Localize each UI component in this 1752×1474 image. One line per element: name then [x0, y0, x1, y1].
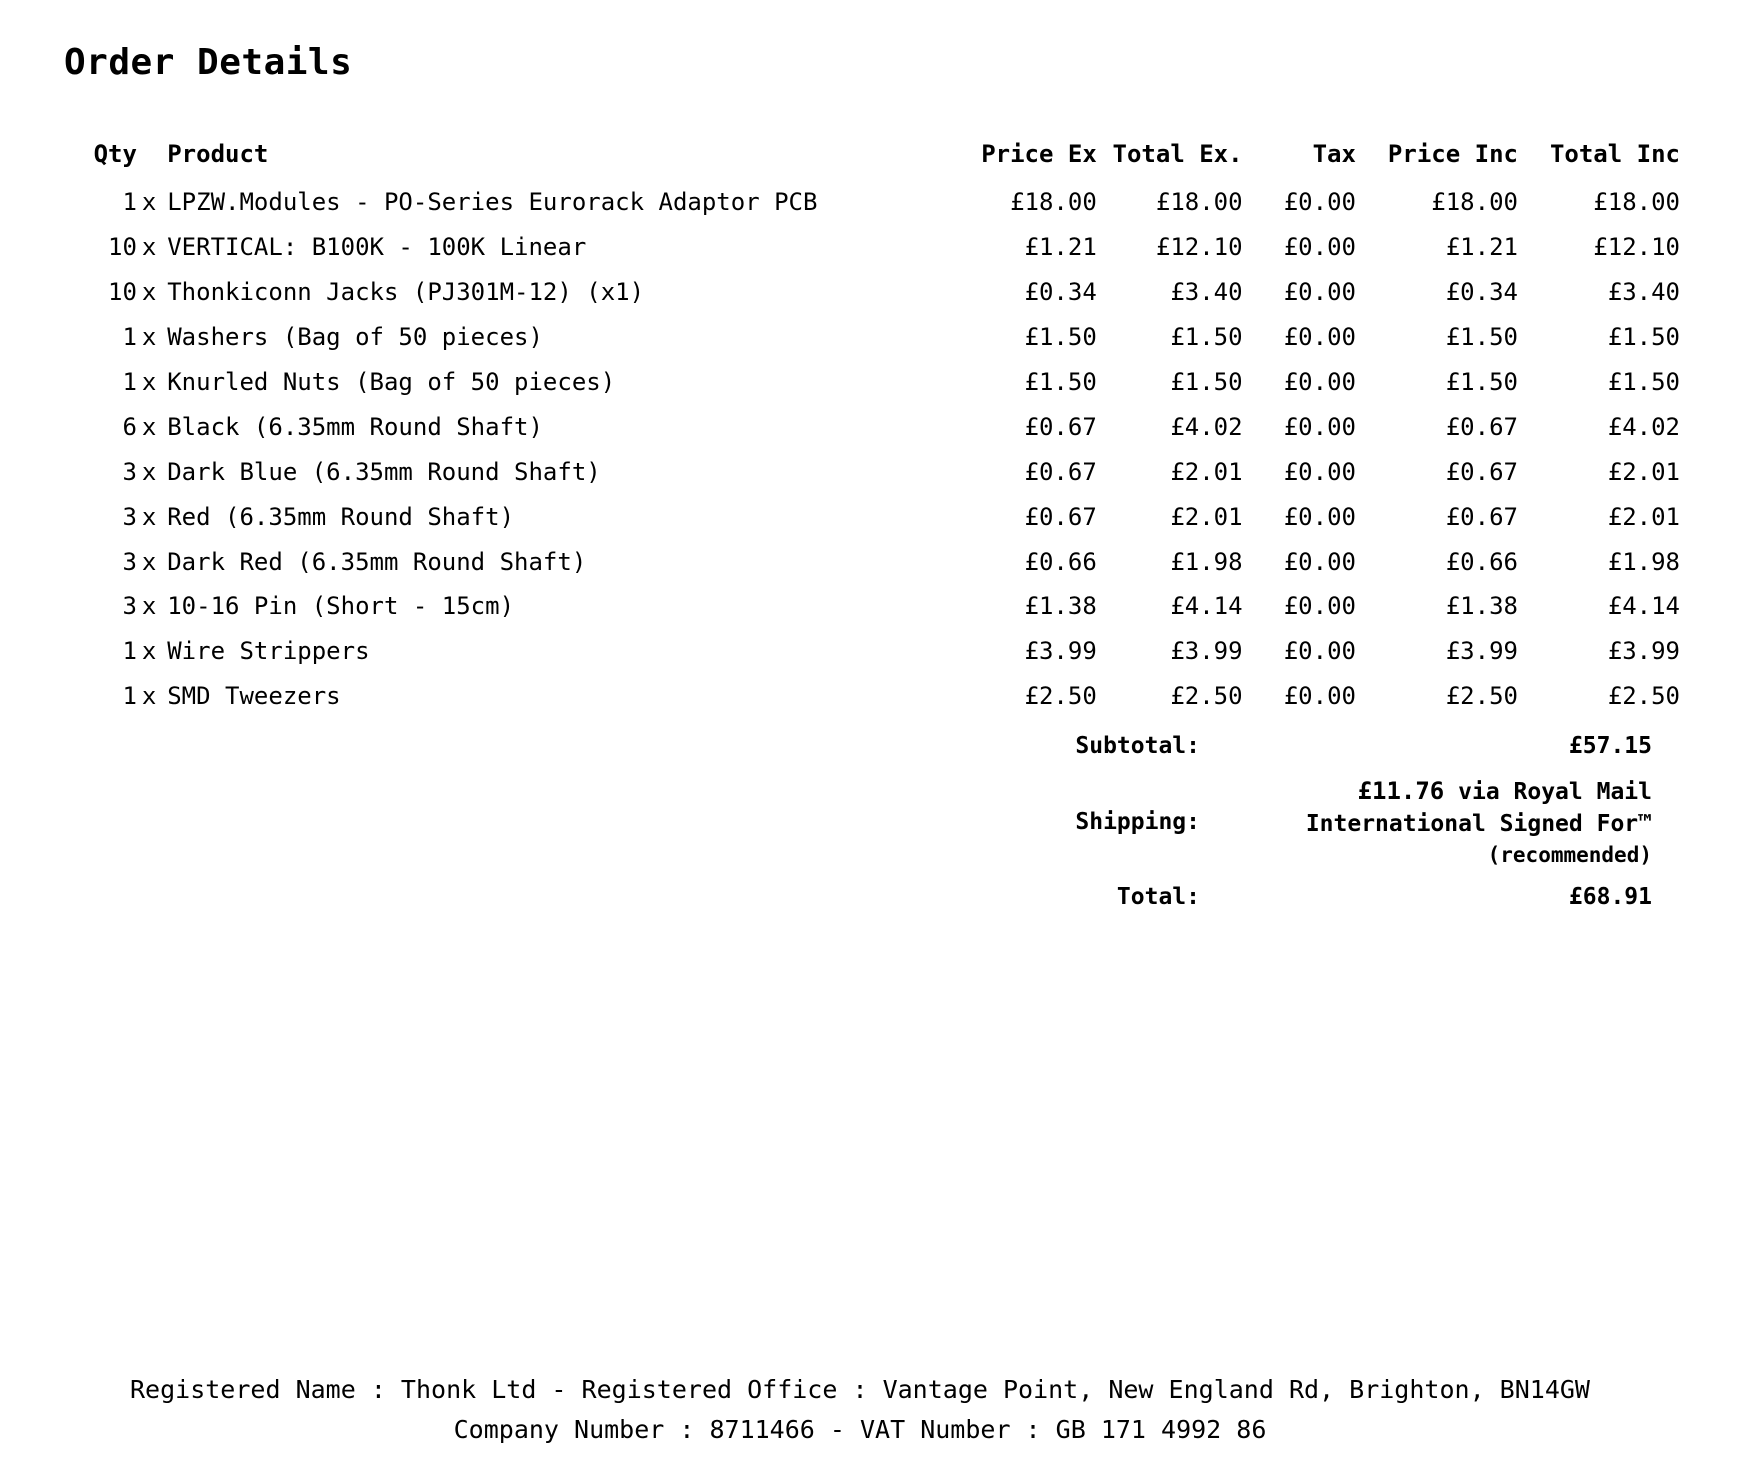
item-price-ex: £2.50 — [1024, 682, 1097, 711]
item-qty: 6 — [122, 412, 137, 441]
table-row — [60, 404, 1680, 449]
item-price-inc: £1.21 — [1445, 233, 1518, 262]
page-title: Order Details — [64, 42, 353, 83]
item-total-ex: £2.01 — [1170, 457, 1243, 486]
subtotal-label: Subtotal: — [1075, 733, 1200, 759]
item-total-inc: £1.50 — [1607, 323, 1680, 352]
item-qty: 3 — [122, 592, 137, 621]
item-qty: 1 — [122, 682, 137, 711]
item-total-inc: £1.98 — [1607, 547, 1680, 576]
shipping-value — [1200, 770, 1652, 874]
item-price-ex: £3.99 — [1024, 637, 1097, 666]
item-price-ex: £1.38 — [1024, 592, 1097, 621]
total-label: Total: — [1116, 884, 1200, 910]
shipping-amount: £11.76 — [1357, 776, 1445, 805]
item-price-inc: £2.50 — [1445, 682, 1518, 711]
item-tax: £0.00 — [1283, 547, 1356, 576]
item-tax: £0.00 — [1283, 323, 1356, 352]
item-qty: 10 — [108, 278, 137, 307]
item-product-name: Dark Red (6.35mm Round Shaft) — [167, 547, 587, 576]
item-total-ex: £1.98 — [1170, 547, 1243, 576]
item-price-inc: £0.67 — [1445, 502, 1518, 531]
shipping-row — [1040, 770, 1652, 874]
item-multiplier: x — [141, 368, 157, 396]
shipping-label: Shipping: — [1075, 809, 1200, 835]
item-tax: £0.00 — [1283, 457, 1356, 486]
table-row — [60, 315, 1680, 360]
item-product-name: LPZW.Modules - PO-Series Eurorack Adaptor PCB — [167, 188, 818, 217]
header-price-ex: Price Ex — [981, 140, 1097, 168]
item-product-name: Dark Blue (6.35mm Round Shaft) — [167, 457, 601, 486]
item-price-ex: £18.00 — [1010, 188, 1097, 217]
item-total-ex: £2.01 — [1170, 502, 1243, 531]
item-product-name: Washers (Bag of 50 pieces) — [167, 323, 543, 352]
total-value: £68.91 — [1568, 884, 1652, 910]
item-total-inc: £4.14 — [1607, 592, 1680, 621]
order-items-table — [60, 128, 1680, 719]
item-price-ex: £0.67 — [1024, 457, 1097, 486]
item-tax: £0.00 — [1283, 233, 1356, 262]
header-price-inc: Price Inc — [1387, 140, 1518, 168]
header-qty: Qty — [93, 140, 137, 168]
item-multiplier: x — [141, 457, 157, 486]
item-total-ex: £3.99 — [1170, 637, 1243, 666]
item-total-ex: £4.14 — [1170, 592, 1243, 621]
footer-company-numbers: Company Number : 8711466 - VAT Number : GB 171 4992 86 — [453, 1415, 1267, 1444]
item-product-name: Thonkiconn Jacks (PJ301M-12) (x1) — [167, 278, 645, 307]
item-total-ex: £1.50 — [1170, 368, 1243, 396]
shipping-method-line — [1200, 775, 1652, 808]
item-price-inc: £1.38 — [1445, 592, 1518, 621]
item-qty: 1 — [122, 368, 137, 396]
table-row — [60, 674, 1680, 719]
item-tax: £0.00 — [1283, 637, 1356, 666]
item-tax: £0.00 — [1283, 682, 1356, 711]
item-total-inc: £3.99 — [1607, 637, 1680, 666]
item-total-inc: £12.10 — [1593, 233, 1680, 262]
item-tax: £0.00 — [1283, 592, 1356, 621]
item-product-name: SMD Tweezers — [167, 682, 341, 711]
item-qty: 3 — [122, 547, 137, 576]
shipping-service: International Signed For™ — [1305, 810, 1652, 837]
header-total-inc: Total Inc — [1549, 140, 1680, 168]
item-tax: £0.00 — [1283, 278, 1356, 307]
item-product-name: Red (6.35mm Round Shaft) — [167, 502, 515, 531]
item-multiplier: x — [141, 547, 157, 576]
item-total-inc: £18.00 — [1593, 188, 1680, 217]
item-price-ex: £0.67 — [1024, 502, 1097, 531]
item-total-inc: £2.01 — [1607, 502, 1680, 531]
item-price-inc: £0.67 — [1445, 412, 1518, 441]
total-row — [1040, 874, 1652, 920]
item-multiplier: x — [141, 502, 157, 531]
item-product-name: Black (6.35mm Round Shaft) — [167, 412, 543, 441]
item-total-inc: £4.02 — [1607, 412, 1680, 441]
subtotal-row — [1040, 722, 1652, 770]
item-product-name: Knurled Nuts (Bag of 50 pieces) — [167, 368, 616, 396]
shipping-note: (recommended) — [1487, 842, 1652, 867]
item-price-ex: £1.50 — [1024, 323, 1097, 352]
table-row — [60, 180, 1680, 225]
item-price-ex: £0.34 — [1024, 278, 1097, 307]
item-multiplier: x — [141, 637, 157, 666]
item-total-inc: £2.50 — [1607, 682, 1680, 711]
header-spacer — [137, 128, 161, 180]
item-multiplier: x — [141, 278, 157, 307]
item-qty: 3 — [122, 457, 137, 486]
item-product-name: Wire Strippers — [167, 637, 370, 666]
header-product: Product — [167, 140, 269, 168]
item-qty: 1 — [122, 188, 137, 217]
table-header-row — [60, 128, 1680, 180]
order-totals — [1040, 722, 1652, 920]
shipping-carrier: via Royal Mail — [1458, 778, 1652, 805]
table-row — [60, 629, 1680, 674]
item-total-ex: £12.10 — [1155, 233, 1243, 262]
item-multiplier: x — [141, 682, 157, 711]
item-price-ex: £1.21 — [1024, 233, 1097, 262]
item-multiplier: x — [141, 592, 157, 621]
table-row — [60, 539, 1680, 584]
item-qty: 1 — [122, 637, 137, 666]
item-total-ex: £18.00 — [1155, 188, 1243, 217]
item-price-ex: £0.67 — [1024, 412, 1097, 441]
item-price-inc: £1.50 — [1445, 323, 1518, 352]
item-multiplier: x — [141, 188, 157, 217]
item-price-inc: £0.67 — [1445, 457, 1518, 486]
item-total-inc: £2.01 — [1607, 457, 1680, 486]
item-tax: £0.00 — [1283, 412, 1356, 441]
subtotal-value: £57.15 — [1568, 733, 1652, 759]
item-product-name: 10-16 Pin (Short - 15cm) — [167, 592, 515, 621]
item-multiplier: x — [141, 323, 157, 352]
table-row — [60, 360, 1680, 405]
table-row — [60, 494, 1680, 539]
item-price-inc: £0.34 — [1445, 278, 1518, 307]
item-price-inc: £0.66 — [1445, 547, 1518, 576]
table-row — [60, 449, 1680, 494]
item-price-inc: £18.00 — [1431, 188, 1518, 217]
item-total-ex: £1.50 — [1170, 323, 1243, 352]
header-total-ex: Total Ex. — [1112, 140, 1243, 168]
table-row — [60, 225, 1680, 270]
item-tax: £0.00 — [1283, 502, 1356, 531]
item-price-inc: £1.50 — [1445, 368, 1518, 396]
table-row — [60, 584, 1680, 629]
item-tax: £0.00 — [1283, 368, 1356, 396]
item-qty: 1 — [122, 323, 137, 352]
item-total-inc: £3.40 — [1607, 278, 1680, 307]
item-product-name: VERTICAL: B100K - 100K Linear — [167, 233, 587, 262]
table-row — [60, 270, 1680, 315]
item-qty: 3 — [122, 502, 137, 531]
item-multiplier: x — [141, 233, 157, 262]
item-price-inc: £3.99 — [1445, 637, 1518, 666]
header-tax: Tax — [1312, 140, 1356, 168]
company-footer — [0, 1370, 1720, 1450]
item-total-ex: £2.50 — [1170, 682, 1243, 711]
footer-registered-info: Registered Name : Thonk Ltd - Registered Office : Vantage Point, New England Rd, Brighton, BN14GW — [130, 1375, 1590, 1404]
item-multiplier: x — [141, 412, 157, 441]
item-total-inc: £1.50 — [1607, 368, 1680, 396]
item-tax: £0.00 — [1283, 188, 1356, 217]
item-total-ex: £4.02 — [1170, 412, 1243, 441]
item-price-ex: £1.50 — [1024, 368, 1097, 396]
item-qty: 10 — [108, 233, 137, 262]
item-price-ex: £0.66 — [1024, 547, 1097, 576]
item-total-ex: £3.40 — [1170, 278, 1243, 307]
